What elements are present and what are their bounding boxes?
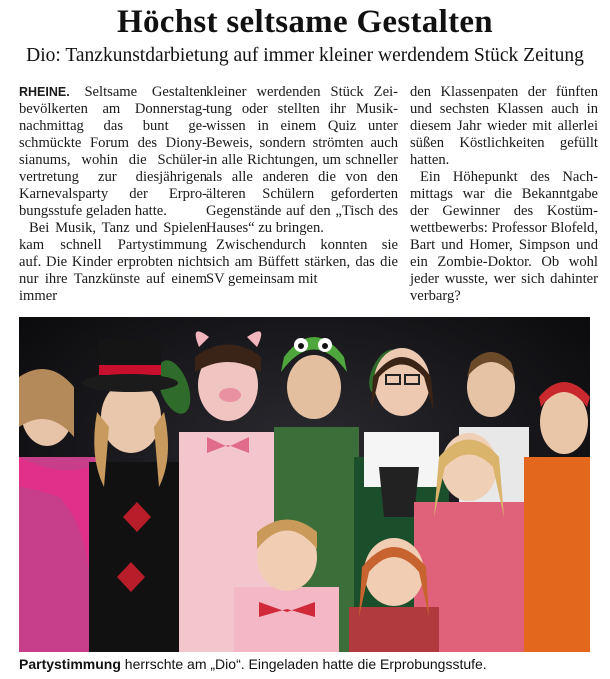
dateline: RHEINE.	[19, 85, 70, 99]
article-column-3	[410, 84, 598, 305]
paragraph: Ein Höhepunkt des Nachmittags war die Bekanntgabe der Gewinner des Kostümwettbewerbs: Professor Blofeld, Bart und Homer, Simpson und ein Zombie-Doktor. Ob wohl jeder wusste, wer sich dahinter verbarg?	[410, 169, 598, 304]
caption-lead: Partystimmung	[19, 656, 121, 672]
paragraph: kleiner werdenden Stück Zeitung oder stellten ihr Musikwissen in einem Quiz unter Beweis, sondern strömten auch in alle Richtungen, um schneller als alle anderen die von den älteren Schülern geforderten Gegenstände auf den „Tisch des Hauses“ zu bringen.	[206, 84, 398, 236]
child-top-hat	[82, 339, 179, 652]
subheadline: Dio: Tanzkunstdarbietung auf immer kleiner werdendem Stück Zeitung	[26, 45, 584, 66]
paragraph: Zwischendurch konnten sie sich am Büffett stärken, das die SV gemeinsam mit	[206, 237, 398, 287]
headline: Höchst seltsame Gestalten	[117, 4, 493, 40]
paragraph-text: Seltsame Gestalten bevölkerten am Donnerstagnachmittag das bunt geschmückte Forum des Dionysianums, wohin die Schülervertretung zur diesjährigen Karnevalsparty der Erprobungsstufe geladen hatte.	[19, 84, 207, 219]
paragraph: den Klassenpaten der fünften und sechsten Klassen auch in diesem Jahr wieder mit allerlei süßen Köstlichkeiten gefüllt hatten.	[410, 84, 598, 168]
group-photo	[19, 317, 590, 652]
article-column-1	[19, 84, 207, 305]
article-column-2	[206, 84, 398, 288]
photo-caption	[19, 655, 599, 673]
group-photo-illustration	[19, 317, 590, 652]
paragraph: Bei Musik, Tanz und Spielen kam schnell Partystimmung auf. Die Kinder erprobten nicht nur ihre Tanzkünste auf einem immer	[19, 220, 207, 304]
caption-text: herrschte am „Dio“. Eingeladen hatte die Erprobungsstufe.	[120, 656, 487, 672]
paragraph	[19, 84, 207, 220]
